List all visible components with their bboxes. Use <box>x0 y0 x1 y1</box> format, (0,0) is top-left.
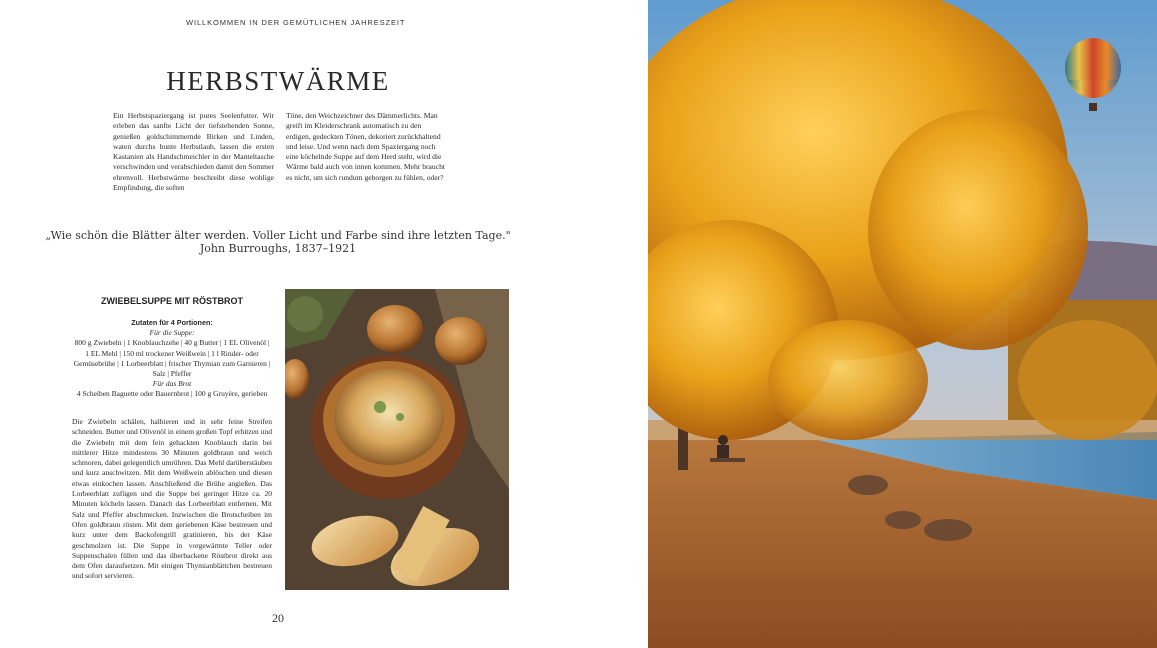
intro-text-column-1: Ein Herbstspaziergang ist pures Seelenfutter. Wir erleben das sanfte Licht der tiefstehenden Sonne, genießen goldschimmernde Birken und Linden, waten durchs bunte Herbstlaub, lassen die ersten Kastanien als Handschmeichler in der Manteltasche verschwinden und verabschieden damit den Sommer ehrenvoll. Herbstwärme beschreibt diese wohlige Empfindung, die soften <box>113 111 274 193</box>
soup-subheading: Für die Suppe: <box>149 328 195 338</box>
soup-ingredients: 800 g Zwiebeln | 1 Knoblauchzehe | 40 g Butter | 1 EL Olivenöl | 1 EL Mehl | 150 ml trockener Weißwein | 1 l Rinder- oder Gemüsebrühe | 1 Lorbeerblatt | frischer Thymian zum Garnieren | Salz | Pfeffer <box>73 338 271 379</box>
recipe-title: ZWIEBELSUPPE MIT RÖSTBROT <box>100 296 243 306</box>
soup-surface <box>334 369 444 465</box>
rock <box>885 511 921 529</box>
quote-author: John Burroughs, 1837–1921 <box>199 242 357 255</box>
onion-shape <box>367 305 423 353</box>
recipe-method: Die Zwiebeln schälen, halbieren und in sehr feine Streifen schneiden. Butter und Olivenöl in einem großen Topf erhitzen und die Zwiebeln mit dem fein gehackten Knoblauch darin bei mittlerer Hitze mindestens 30 Minuten goldbraun und weich schmoren, dabei gelegentlich umrühren. Das Mehl darüberstäuben und kurz anschwitzen. Mit dem Weißwein ablöschen und diesen etwas einkochen lassen. Anschließend die Brühe angießen. Das Lorbeerblatt zufügen und die Suppe bei geringer Hitze ca. 20 Minuten köcheln lassen. Danach das Lorbeerblatt entfernen. Mit Salz und Pfeffer abschmecken. Inzwischen die Brotscheiben im Ofen goldbraun rösten. Mit dem geriebenen Käse bestreuen und kurz unter dem Backofengrill gratinieren, bis der Käse geschmolzen ist. Die Suppe in vorgewärmte Teller oder Suppenschalen füllen und das überbackene Röstbrot direkt aus dem Ofen daraufsetzen. Mit einigen Thymianblättchen bestreuen und sofort servieren. <box>72 417 272 581</box>
bread-subheading: Für das Brot <box>152 379 192 389</box>
rock <box>848 475 888 495</box>
autumn-lake-photo <box>648 0 1157 648</box>
article-title: HERBSTWÄRME <box>166 66 390 96</box>
running-header: WILLKOMMEN IN DER GEMÜTLICHEN JAHRESZEIT <box>186 18 406 27</box>
intro-text-column-2: Töne, den Weichzeichner des Dämmerlichts. Man greift im Kleiderschrank automatisch zu den erdigen, gedeckten Tönen, dekoriert zurückhaltend und leise. Und wenn nach dem Spaziergang noch eine köchelnde Suppe auf dem Herd steht, wird die Wärme bald auch von innen kommen. Mehr braucht es nicht, um sich rundum geborgen zu fühlen, oder? <box>286 111 445 182</box>
servings-heading: Zutaten für 4 Portionen: <box>131 318 213 327</box>
bread-ingredients: 4 Scheiben Baguette oder Bauernbrot | 100 g Gruyère, gerieben <box>76 389 268 399</box>
onion-soup-photo <box>285 289 509 590</box>
quote-text: „Wie schön die Blätter älter werden. Voller Licht und Farbe sind ihre letzten Tage." <box>45 229 511 242</box>
ingredient-list <box>72 318 272 400</box>
pull-quote <box>0 229 556 255</box>
right-page-photo <box>648 0 1157 648</box>
page-number: 20 <box>272 611 284 625</box>
onion-shape <box>435 317 487 365</box>
rock <box>924 519 972 541</box>
